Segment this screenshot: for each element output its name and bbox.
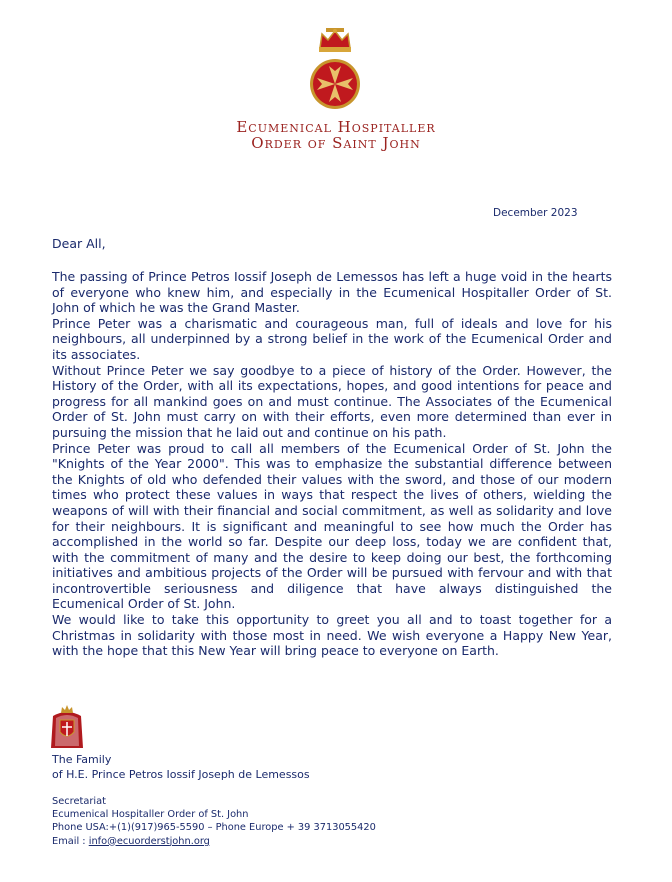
header-line-2: Order of Saint John [251,134,421,152]
paragraph: Without Prince Peter we say goodbye to a piece of history of the Order. However, the History of the Order, with all its expectations, hopes, and good intentions for peace and progress for all mankind goes on and must continue. The Associates of the Ecumenical Order of St. John must carry on with their efforts, even more determined than ever in pursuing the mission that he laid out and continue on his path. [52,362,612,440]
signature-block [52,753,310,782]
salutation: Dear All, [52,236,106,251]
secretariat-org: Ecumenical Hospitaller Order of St. John [52,809,249,821]
signature-line-2: of H.E. Prince Petros Iossif Joseph de Lemessos [52,767,310,781]
secretariat-footer [52,795,376,848]
paragraph: Prince Peter was proud to call all members of the Ecumenical Order of St. John the "Knights of the Year 2000". This was to emphasize the substantial difference between the Knights of old who defended their values with the sword, and those of our modern times who protect these values in ways that respect the lives of others, wielding the weapons of will with their financial and social commitment, as well as solidarity and love for their neighbours. It is significant and meaningful to see how much the Order has accomplished in the world so far. Despite our deep loss, today we are confident that, with the commitment of many and the desire to keep doing our best, the forthcoming initiatives and ambitious projects of the Order will be pursued with fervour and with that incontrovertible seriousness and diligence that have always distinguished the Ecumenical Order of St. John. [52,440,612,612]
email-label: Email : [52,835,89,847]
signature-line-1: The Family [52,753,112,766]
email-link[interactable]: info@ecuorderstjohn.org [88,835,210,847]
organization-header [0,119,672,151]
letter-date: December 2023 [493,207,578,219]
paragraph: We would like to take this opportunity to greet you all and to toast together for a Christmas in solidarity with those most in need. We wish everyone a Happy New Year, with the hope that this New Year will bring peace to everyone on Earth. [52,612,612,659]
paragraph: Prince Peter was a charismatic and courageous man, full of ideals and love for his neighbours, all underpinned by a strong belief in the work of the Ecumenical Order and its associates. [52,315,612,362]
secretariat-heading: Secretariat [52,796,106,807]
header-line-1: Ecumenical Hospitaller [236,118,436,136]
paragraph: The passing of Prince Petros Iossif Joseph de Lemessos has left a huge void in the hearts of everyone who knew him, and especially in the Ecumenical Hospitaller Order of St. John of which he was the Grand Master. [52,269,612,316]
letter-body [52,269,612,659]
secretariat-phone: Phone USA:+(1)(917)965-5590 – Phone Europe + 39 3713055420 [52,822,376,834]
maltese-cross-crest-icon [300,26,370,112]
secretariat-email-row [52,835,376,848]
coat-of-arms-icon [50,704,84,750]
